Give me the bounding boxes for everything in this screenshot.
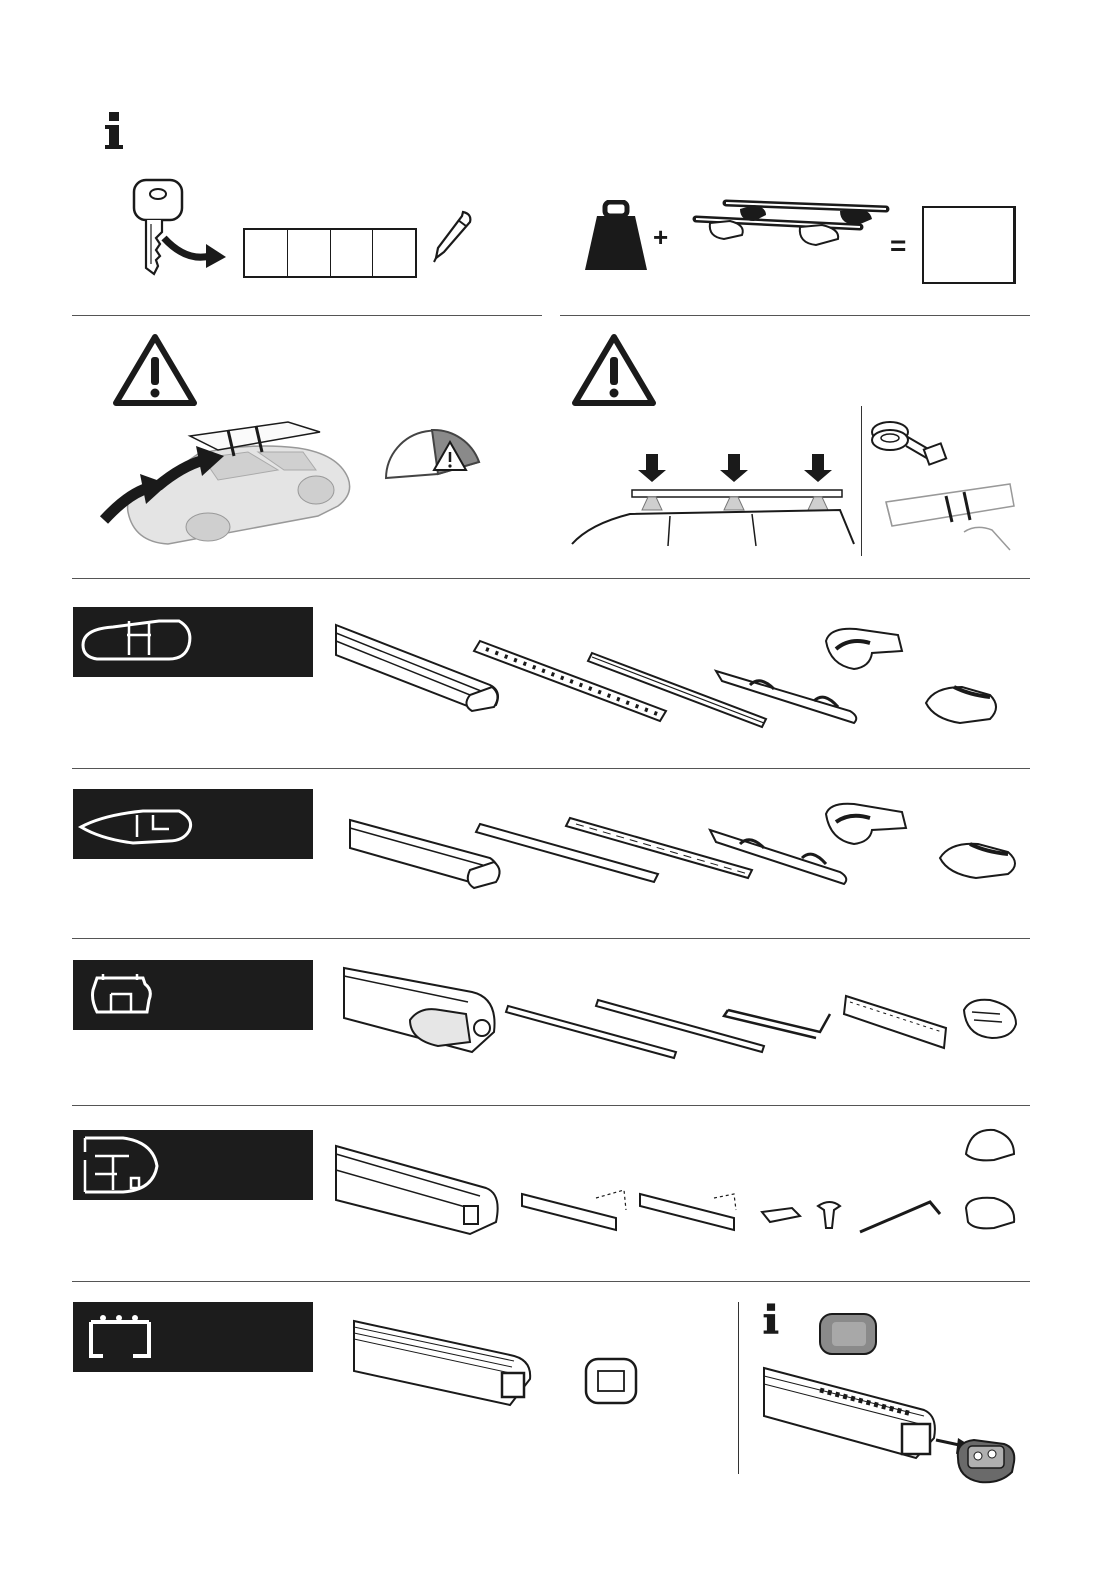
key-code-boxes (243, 228, 417, 278)
bar-with-end-cap-removed-icon (760, 1362, 1020, 1492)
divider (72, 938, 1030, 939)
car-with-load-icon (98, 412, 358, 552)
divider (72, 768, 1030, 769)
strap-icon (868, 410, 968, 470)
rubber-end-cap-icon (818, 1310, 880, 1358)
profile-row-parts (330, 615, 1020, 745)
divider (560, 315, 1030, 316)
profile-row-parts (340, 800, 1030, 900)
roof-bars-icon (690, 195, 890, 265)
result-box[interactable] (922, 206, 1016, 284)
profile-row-parts (330, 1110, 1030, 1250)
strapped-load-icon (880, 472, 1020, 554)
profile-tab-square-track (73, 960, 313, 1030)
divider (738, 1302, 739, 1474)
divider (72, 1281, 1030, 1282)
info-icon (103, 112, 125, 150)
code-box[interactable] (331, 230, 374, 276)
profile-row-parts (340, 962, 1030, 1062)
warning-triangle-icon (571, 333, 657, 407)
code-box[interactable] (373, 230, 415, 276)
speed-gauge-icon (380, 412, 485, 482)
divider (72, 315, 542, 316)
divider (861, 406, 862, 556)
equals-sign: = (890, 230, 907, 261)
profile-tab-slim-aero (73, 789, 313, 859)
profile-tab-wing (73, 1130, 313, 1200)
profile-row-parts (350, 1315, 650, 1415)
arrow-icon (160, 232, 230, 272)
divider (72, 1105, 1030, 1106)
plus-sign: + (653, 222, 669, 252)
info-icon (762, 1303, 780, 1335)
weight-icon (583, 200, 649, 272)
pen-icon (430, 208, 475, 263)
profile-tab-square (73, 1302, 313, 1372)
divider (72, 578, 1030, 579)
code-box[interactable] (288, 230, 331, 276)
code-box[interactable] (245, 230, 288, 276)
warning-triangle-icon (112, 333, 198, 407)
roof-load-distribution-icon (570, 440, 855, 550)
profile-tab-aero (73, 607, 313, 677)
